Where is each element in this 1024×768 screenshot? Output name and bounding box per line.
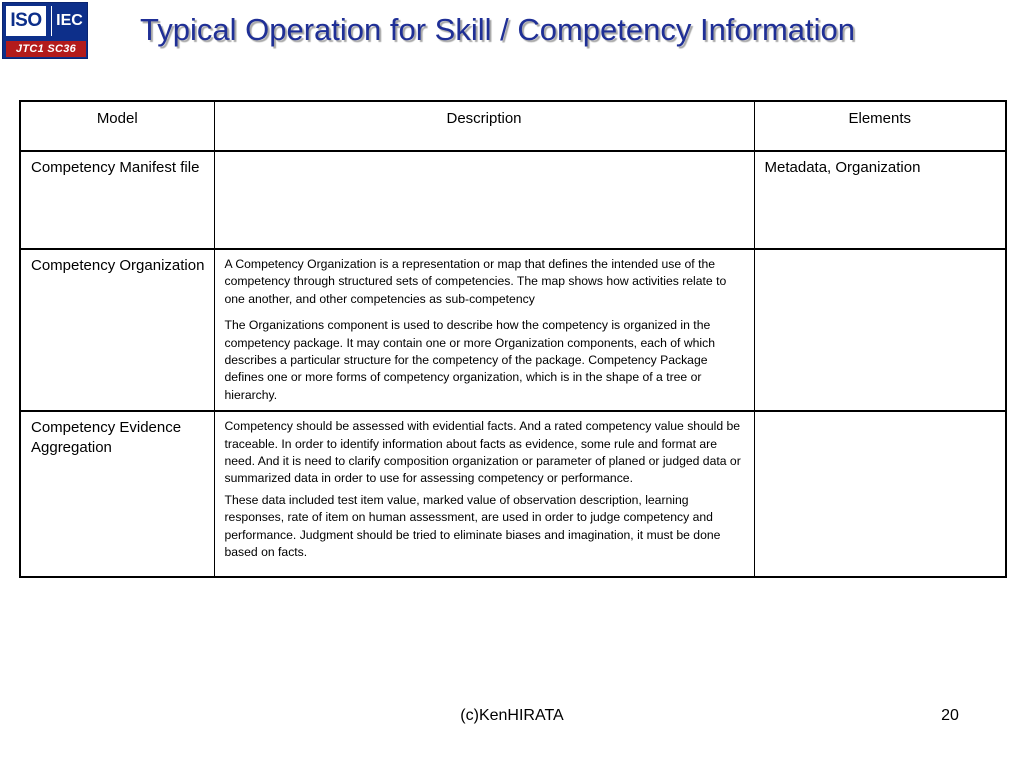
description-paragraph: The Organizations component is used to describe how the competency is organized in the competency package. It may contain one or more Organization components, each of which describes a particular structure for the competency of the package. Competency Package defines one or more forms of competency organization, which is in the shape of a tree or hierarchy. [224, 318, 715, 402]
table-row [20, 411, 1006, 577]
header-model: Model [20, 101, 214, 151]
header-elements: Elements [754, 101, 1006, 151]
slide-title: Typical Operation for Skill / Competency Information [140, 12, 856, 47]
header-description: Description [214, 101, 754, 151]
elements-cell: Metadata, Organization [754, 151, 1006, 249]
description-paragraph: Competency should be assessed with evidential facts. And a rated competency value should be traceable. In order to identify information about facts as evidence, some rule and format are need. And it is need to clarify composition organization or parameter of planed or judged data or summarized data in order to use for assessing competency or performance. [224, 419, 741, 486]
description-paragraph: These data included test item value, marked value of observation description, learning responses, rate of item on human assessment, are used in order to judge competency and performance. Judgment should be tried to eliminate biases and imagination, it must be done based on facts. [224, 492, 721, 560]
model-cell: Competency Manifest file [20, 151, 214, 249]
table-header-row [20, 101, 1006, 151]
description-cell [214, 249, 754, 411]
iso-iec-jtc1-sc36-logo [2, 2, 88, 59]
iec-logo-text: IEC [51, 6, 87, 36]
model-cell: Competency Evidence Aggregation [20, 411, 214, 577]
jtc-logo-text: JTC1 SC36 [6, 41, 86, 57]
description-cell [214, 411, 754, 577]
footer-author: (c)KenHIRATA [460, 707, 564, 724]
competency-table [19, 100, 1007, 578]
table-row [20, 151, 1006, 249]
description-cell [214, 151, 754, 249]
table-row [20, 249, 1006, 411]
model-cell: Competency Organization [20, 249, 214, 411]
elements-cell [754, 411, 1006, 577]
elements-cell [754, 249, 1006, 411]
iso-logo-text: ISO [6, 6, 46, 36]
page-number: 20 [941, 707, 959, 724]
description-paragraph: A Competency Organization is a representation or map that defines the intended use of the competency through structured sets of competencies. The map shows how activities relate to one another, and other competencies as sub-competency [224, 257, 727, 306]
